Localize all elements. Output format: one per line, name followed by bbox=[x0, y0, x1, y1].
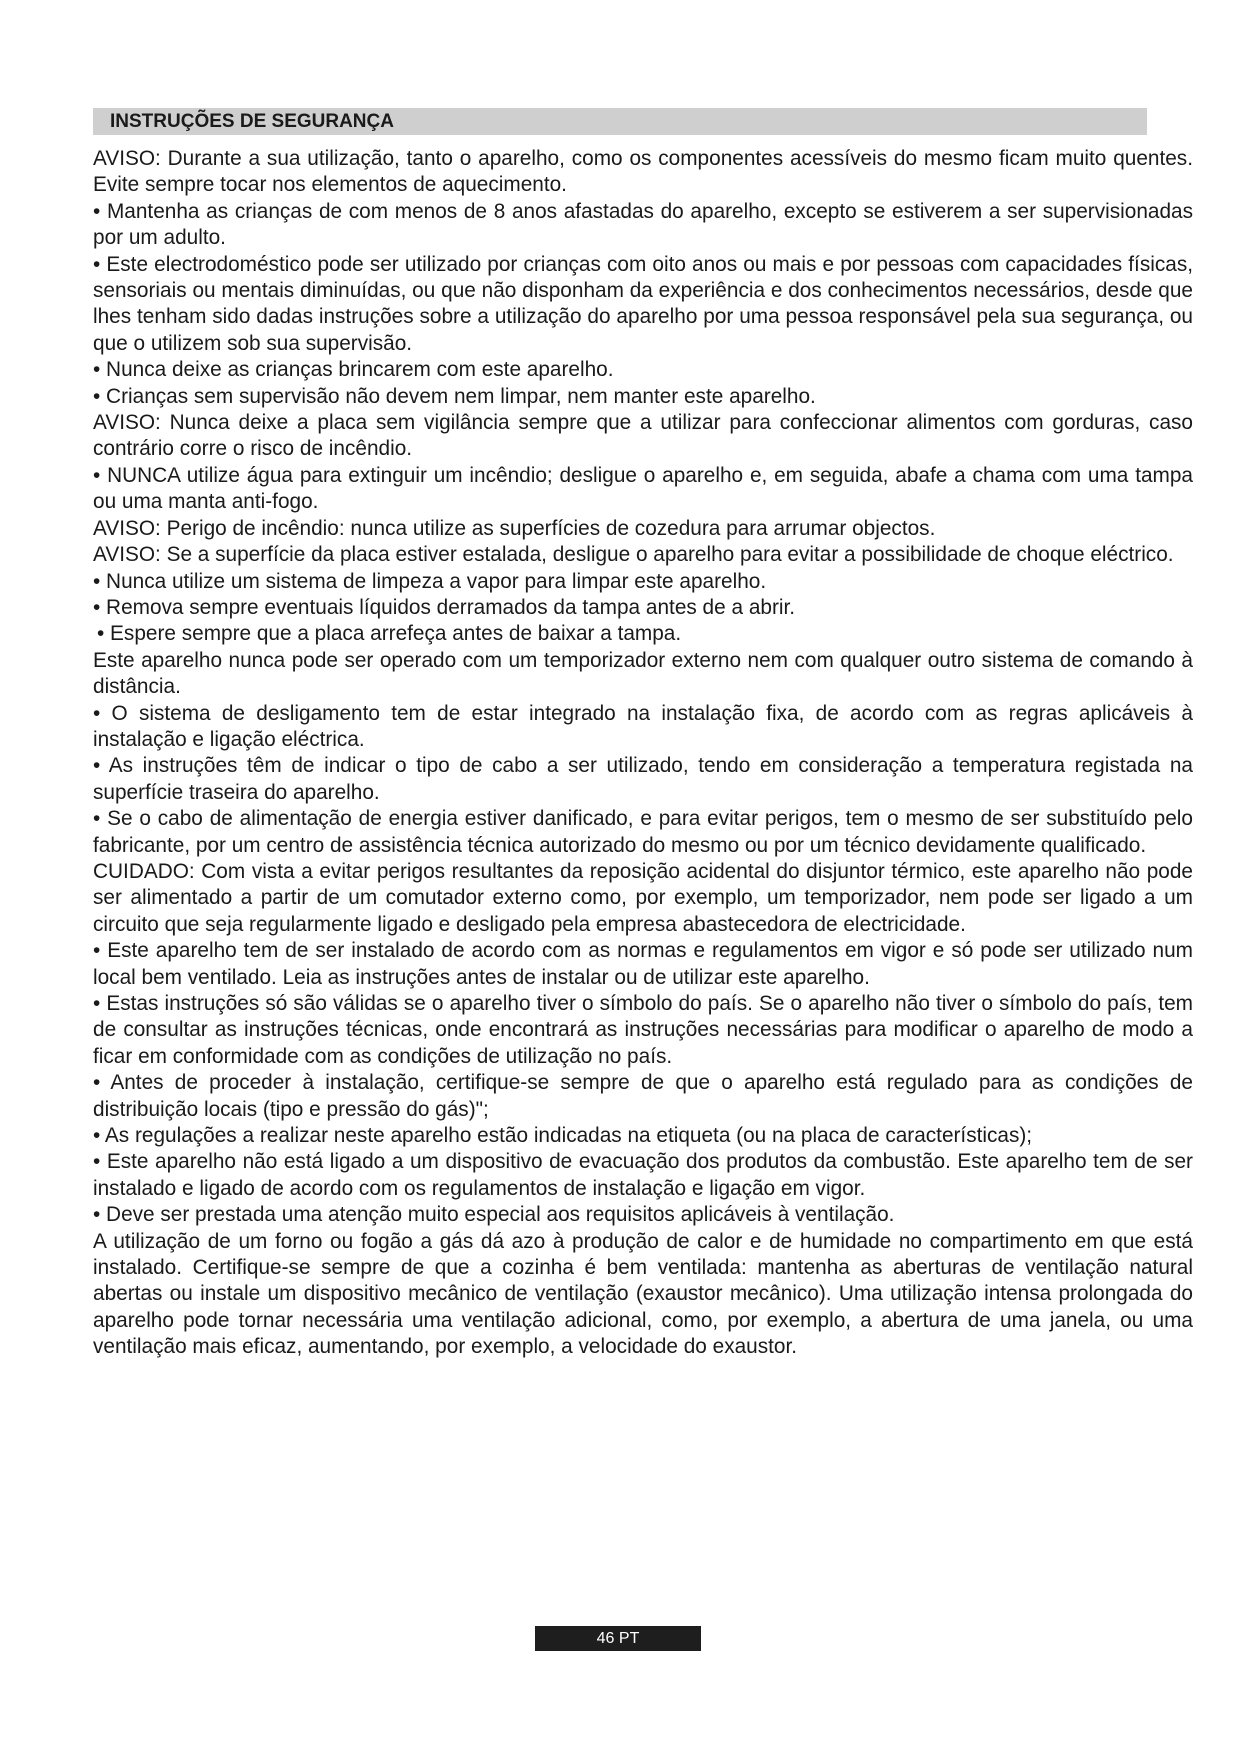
paragraph: • Este aparelho tem de ser instalado de acordo com as normas e regulamentos em vigor e só pode ser utilizado num local bem ventilado. Leia as instruções antes de instalar ou de utilizar este aparelho. bbox=[93, 939, 1193, 989]
paragraph: • Crianças sem supervisão não devem nem limpar, nem manter este aparelho. bbox=[93, 384, 816, 408]
paragraph: • Mantenha as crianças de com menos de 8 anos afastadas do aparelho, excepto se estiverem a ser supervisionadas por um adulto. bbox=[93, 199, 1193, 250]
paragraph: A utilização de um forno ou fogão a gás dá azo à produção de calor e de humidade no compartimento em que está instalado. Certifique-se sempre de que a cozinha é bem ventilada: mantenha as aberturas de ventilação natural abertas ou instale um dispositivo mecânico de ventilação (exaustor mecânico). Uma utilização intensa prolongada do aparelho pode tornar necessária uma ventilação adicional, como, por exemplo, a abertura de uma janela, ou uma ventilação mais eficaz, aumentando, por exemplo, a velocidade do exaustor. bbox=[93, 1229, 1193, 1359]
paragraph: AVISO: Se a superfície da placa estiver estalada, desligue o aparelho para evitar a possibilidade de choque eléctrico. bbox=[93, 543, 1174, 567]
paragraph: AVISO: Perigo de incêndio: nunca utilize as superfícies de cozedura para arrumar objectos. bbox=[93, 516, 936, 540]
paragraph: CUIDADO: Com vista a evitar perigos resultantes da reposição acidental do disjuntor térmico, este aparelho não pode ser alimentado a partir de um comutador externo como, por exemplo, um temporizador, nem pode ser ligado a um circuito que seja regularmente ligado e desligado pela empresa abastecedora de electricidade. bbox=[93, 859, 1193, 936]
paragraph: • Deve ser prestada uma atenção muito especial aos requisitos aplicáveis à ventilação. bbox=[93, 1203, 895, 1227]
paragraph: • As regulações a realizar neste aparelho estão indicadas na etiqueta (ou na placa de características); bbox=[93, 1124, 1033, 1148]
paragraph: • As instruções têm de indicar o tipo de cabo a ser utilizado, tendo em consideração a temperatura registada na superfície traseira do aparelho. bbox=[93, 754, 1193, 804]
paragraph: • Estas instruções só são válidas se o aparelho tiver o símbolo do país. Se o aparelho não tiver o símbolo do país, tem de consultar as instruções técnicas, onde encontrará as instruções necessárias para modificar o aparelho de modo a ficar em conformidade com as condições de utilização no país. bbox=[93, 992, 1193, 1068]
paragraph: • Se o cabo de alimentação de energia estiver danificado, e para evitar perigos, tem o mesmo de ser substituído pelo fabricante, por um centro de assistência técnica autorizado do mesmo ou por um técnico devidamente qualificado. bbox=[93, 807, 1193, 857]
body-text bbox=[93, 146, 1193, 1361]
paragraph: • O sistema de desligamento tem de estar integrado na instalação fixa, de acordo com as regras aplicáveis à instalação e ligação eléctrica. bbox=[93, 701, 1193, 751]
paragraph: AVISO: Durante a sua utilização, tanto o aparelho, como os componentes acessíveis do mesmo ficam muito quentes. Evite sempre tocar nos elementos de aquecimento. bbox=[93, 147, 1193, 197]
paragraph: • Este electrodoméstico pode ser utilizado por crianças com oito anos ou mais e por pessoas com capacidades físicas, sensoriais ou mentais diminuídas, ou que não disponham da experiência e dos conhecimentos necessários, desde que lhes tenham sido dadas instruções sobre a utilização do aparelho por uma pessoa responsável pela sua segurança, ou que o utilizem sob sua supervisão. bbox=[93, 252, 1193, 355]
paragraph: • Remova sempre eventuais líquidos derramados da tampa antes de a abrir. bbox=[93, 595, 796, 619]
page-number: 46 PT bbox=[535, 1626, 701, 1651]
paragraph: • Este aparelho não está ligado a um dispositivo de evacuação dos produtos da combustão. Este aparelho tem de ser instalado e ligado de acordo com os regulamentos de instalação e ligação em vigor. bbox=[93, 1150, 1193, 1200]
paragraph: AVISO: Nunca deixe a placa sem vigilância sempre que a utilizar para confeccionar alimentos com gorduras, caso contrário corre o risco de incêndio. bbox=[93, 411, 1193, 461]
paragraph: • Antes de proceder à instalação, certifique-se sempre de que o aparelho está regulado para as condições de distribuição locais (tipo e pressão do gás)"; bbox=[93, 1071, 1193, 1121]
paragraph: Este aparelho nunca pode ser operado com um temporizador externo nem com qualquer outro sistema de comando à distância. bbox=[93, 648, 1193, 699]
paragraph: • Nunca deixe as crianças brincarem com este aparelho. bbox=[93, 358, 614, 382]
paragraph: • Espere sempre que a placa arrefeça antes de baixar a tampa. bbox=[97, 622, 682, 646]
paragraph: • Nunca utilize um sistema de limpeza a vapor para limpar este aparelho. bbox=[93, 569, 767, 593]
section-header: INSTRUÇÕES DE SEGURANÇA bbox=[93, 108, 1147, 135]
paragraph: • NUNCA utilize água para extinguir um incêndio; desligue o aparelho e, em seguida, abafe a chama com uma tampa ou uma manta anti-fogo. bbox=[93, 463, 1193, 514]
